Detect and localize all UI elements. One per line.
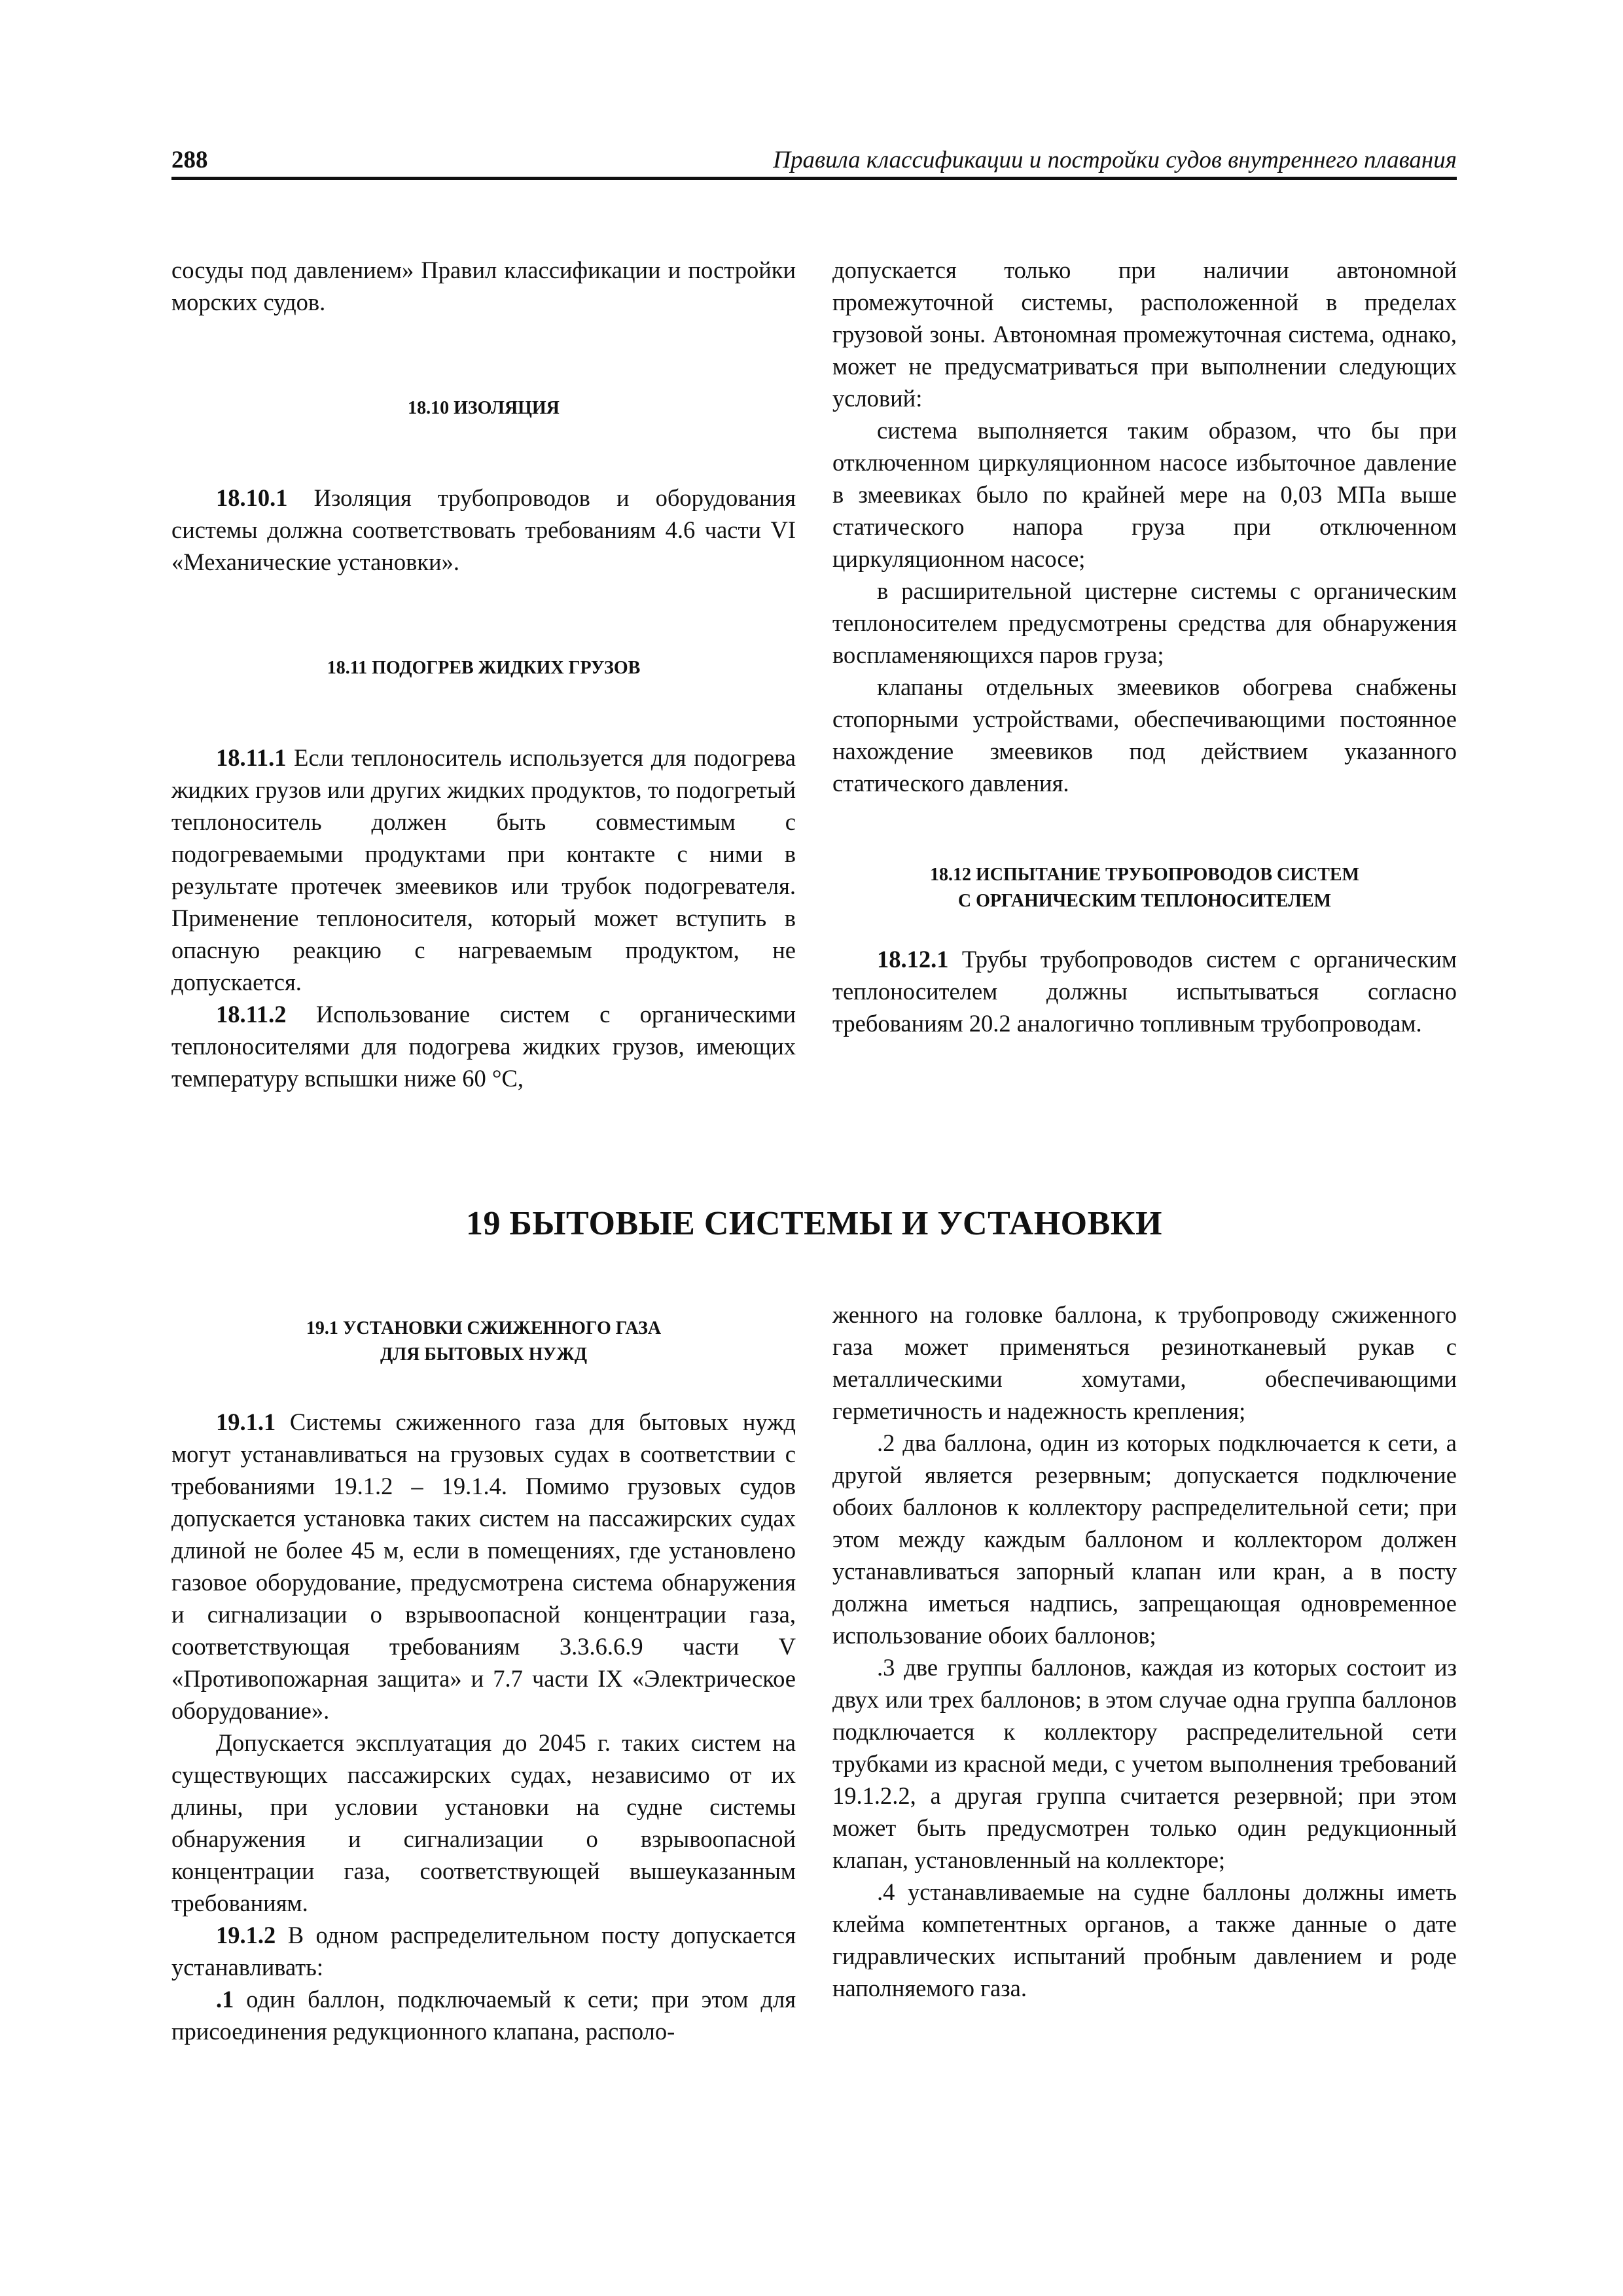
clause-number: 18.11.1 [216, 744, 287, 771]
paragraph-continuation: женного на головке баллона, к трубопроводу сжиженного газа может применяться резинотканевый рукав с металлическими хомутами, обеспечивающими герметичность и надежность крепления; [832, 1301, 1457, 1424]
paragraph-18-11-1 [171, 742, 796, 998]
clause-text: Если теплоноситель используется для подогрева жидких грузов или других жидких продуктов, то подогретый теплоноситель должен быть совместимым с подогреваемыми продуктами при контакте с ними в результате протечек змеевиков или трубок подогревателя. Применение теплоносителя, который может вступить в опасную реакцию с нагреваемым продуктом, не допускается. [171, 744, 796, 996]
clause-text: Использование систем с органическими теплоносителями для подогрева жидких грузов, имеющих температуру вспышки ниже 60 °С, [171, 1001, 796, 1092]
item-text: устанавливаемые на судне баллоны должны иметь клейма компетентных органов, а также данные о дате гидравлических испытаний пробным давлением и роде наполняемого газа. [832, 1878, 1457, 2001]
list-item-3 [832, 1651, 1457, 1876]
top-left-column [171, 254, 796, 1094]
paragraph-19-1-1 [171, 1406, 796, 1727]
clause-number: 19.1.2 [216, 1922, 276, 1948]
clause-number: 19.1.1 [216, 1408, 276, 1435]
item-text: один баллон, подключаемый к сети; при этом для присоединения редукционного клапана, располо- [171, 1986, 796, 2045]
bottom-left-column [171, 1316, 796, 2047]
running-title: Правила классификации и постройки судов внутреннего плавания [773, 147, 1457, 173]
page-header [171, 147, 1457, 180]
item-number: .1 [216, 1986, 234, 2013]
list-item-2 [832, 1427, 1457, 1651]
condition-2: в расширительной цистерне системы с органическим теплоносителем предусмотрены средства для обнаружения воспламеняющихся паров груза; [832, 577, 1457, 668]
clause-number: 18.10.1 [216, 484, 288, 511]
paragraph-18-10-1 [171, 482, 796, 578]
paragraph-18-12-1 [832, 943, 1457, 1039]
section-heading-line-2: С ОРГАНИЧЕСКИМ ТЕПЛОНОСИТЕЛЕМ [957, 891, 1332, 911]
item-text: два баллона, один из которых подключается к сети, а другой является резервным; допускается подключение обоих баллонов к коллектору распределительной сети; при этом между каждым баллоном и коллектором должен устанавливаться запорный клапан или кран, а в посту должна иметься надпись, запрещающая одновременное использование обоих баллонов; [832, 1429, 1457, 1649]
chapter-title: 19 БЫТОВЫЕ СИСТЕМЫ И УСТАНОВКИ [466, 1205, 1162, 1242]
section-heading-line-1: 18.12 ИСПЫТАНИЕ ТРУБОПРОВОДОВ СИСТЕМ [929, 865, 1360, 885]
item-number: .2 [877, 1429, 895, 1456]
section-heading-line-2: ДЛЯ БЫТОВЫХ НУЖД [380, 1344, 588, 1365]
section-heading-line-1: 19.1 УСТАНОВКИ СЖИЖЕННОГО ГАЗА [306, 1318, 662, 1338]
item-number: .3 [877, 1654, 895, 1681]
list-item-4 [832, 1876, 1457, 2004]
section-heading-18-10: 18.10 ИЗОЛЯЦИЯ [408, 398, 560, 418]
paragraph-2045: Допускается эксплуатация до 2045 г. таких систем на существующих пассажирских судах, независимо от их длины, при условии установки на судне системы обнаружения и сигнализации о взрывоопасной концентрации газа, соответствующей вышеуказанным требованиям. [171, 1729, 796, 1916]
page-number: 288 [171, 147, 208, 173]
section-heading-18-12 [832, 862, 1457, 914]
clause-text: Трубы трубопроводов систем с органическим теплоносителем должны испытываться согласно требованиям 20.2 аналогично топливным трубопроводам. [832, 946, 1457, 1037]
list-item-1 [171, 1983, 796, 2047]
clause-number: 18.11.2 [216, 1001, 287, 1028]
clause-text: Системы сжиженного газа для бытовых нужд могут устанавливаться на грузовых судах в соответствии с требованиями 19.1.2 – 19.1.4. Помимо грузовых судов допускается установка таких систем на пассажирских судах длиной не более 45 м, если в помещениях, где установлено газовое оборудование, предусмотрена система обнаружения и сигнализации о взрывоопасной концентрации газа, соответствующая требованиям 3.3.6.6.9 части V «Противопожарная защита» и 7.7 части IX «Электрическое оборудование». [171, 1408, 796, 1724]
section-heading-19-1 [171, 1316, 796, 1368]
clause-text: Изоляция трубопроводов и оборудования системы должна соответствовать требованиям 4.6 части VI «Механические установки». [171, 484, 796, 575]
item-text: две группы баллонов, каждая из которых состоит из двух или трех баллонов; в этом случае одна группа баллонов подключается к коллектору распределительной сети трубками из красной меди, с учетом выполнения требований 19.1.2.2, а другая группа считается резервной; при этом может быть предусмотрен только один редукционный клапан, установленный на коллекторе; [832, 1654, 1457, 1873]
item-number: .4 [877, 1878, 895, 1905]
section-heading-18-11: 18.11 ПОДОГРЕВ ЖИДКИХ ГРУЗОВ [327, 658, 641, 678]
clause-number: 18.12.1 [877, 946, 949, 973]
paragraph-continuation: сосуды под давлением» Правил классификации и постройки морских судов. [171, 257, 796, 315]
condition-3: клапаны отдельных змеевиков обогрева снабжены стопорными устройствами, обеспечивающими постоянное нахождение змеевиков под действием указанного статического давления. [832, 673, 1457, 797]
condition-1: система выполняется таким образом, что бы при отключенном циркуляционном насосе избыточное давление в змеевиках было по крайней мере на 0,03 МПа выше статического напора груза при отключенном циркуляционном насосе; [832, 417, 1457, 572]
paragraph-19-1-2 [171, 1919, 796, 1983]
paragraph-continuation: допускается только при наличии автономной промежуточной системы, расположенной в пределах грузовой зоны. Автономная промежуточная система, однако, может не предусматриваться при выполнении следующих условий: [832, 257, 1457, 412]
paragraph-18-11-2 [171, 998, 796, 1094]
top-right-column [832, 254, 1457, 1039]
clause-text: В одном распределительном посту допускается устанавливать: [171, 1922, 796, 1981]
bottom-right-column [832, 1299, 1457, 2004]
